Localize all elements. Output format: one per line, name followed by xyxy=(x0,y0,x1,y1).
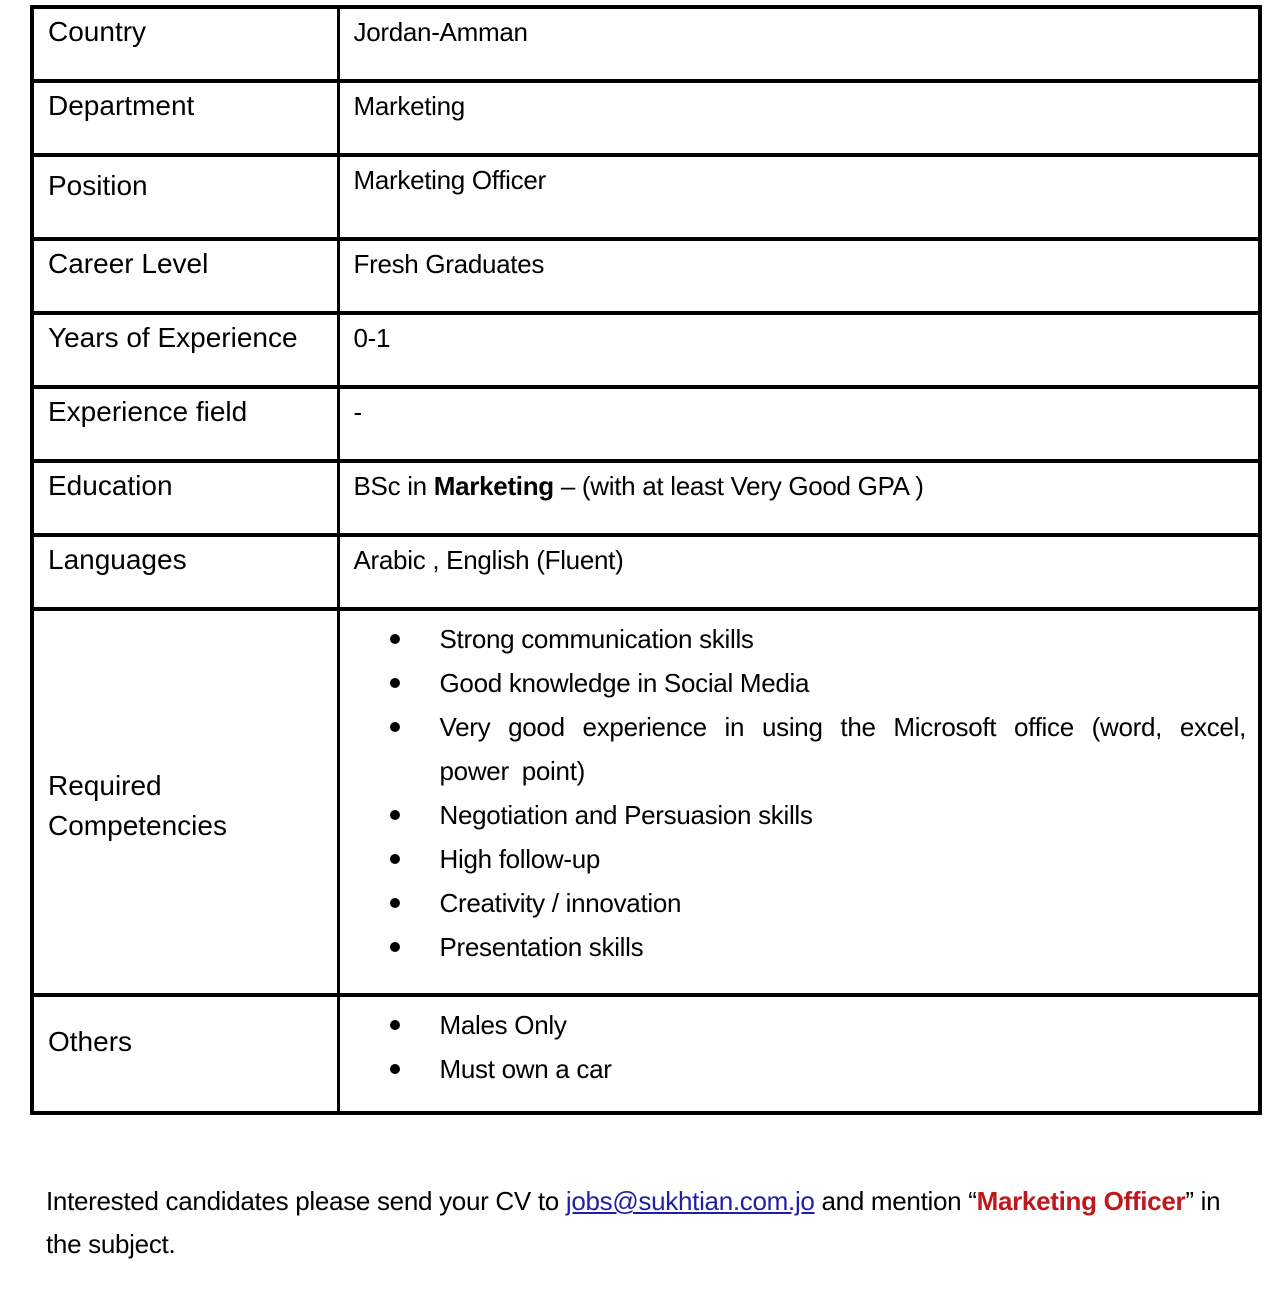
table-row-education xyxy=(32,461,1260,535)
table-row-years-of-experience xyxy=(32,313,1260,387)
instructions-text-start: Interested candidates please send your CV to xyxy=(46,1186,566,1216)
bullet-icon xyxy=(390,854,400,864)
row-value xyxy=(338,995,1260,1113)
table-row-position xyxy=(32,155,1260,239)
row-label: Career Level xyxy=(32,239,338,313)
others-list xyxy=(340,1003,1259,1091)
table-row-competencies xyxy=(32,609,1260,995)
row-value: Marketing Officer xyxy=(338,155,1260,239)
row-label: Position xyxy=(32,155,338,239)
row-value: 0-1 xyxy=(338,313,1260,387)
competencies-label-line1: Required xyxy=(48,770,162,801)
row-label: Country xyxy=(32,7,338,81)
row-value: Marketing xyxy=(338,81,1260,155)
list-item: Creativity / innovation xyxy=(340,881,1259,925)
list-item: Good knowledge in Social Media xyxy=(340,661,1259,705)
list-item: High follow-up xyxy=(340,837,1259,881)
email-link[interactable]: jobs@sukhtian.com.jo xyxy=(565,1186,815,1216)
bullet-icon xyxy=(390,1020,400,1030)
row-value xyxy=(338,609,1260,995)
list-item: Strong communication skills xyxy=(340,617,1259,661)
bullet-icon xyxy=(390,634,400,644)
list-item: Males Only xyxy=(340,1003,1259,1047)
education-suffix: – (with at least Very Good GPA ) xyxy=(553,471,924,501)
bullet-icon xyxy=(390,678,400,688)
row-value xyxy=(338,461,1260,535)
education-major: Marketing xyxy=(433,471,554,501)
row-value: Jordan-Amman xyxy=(338,7,1260,81)
table-row-others xyxy=(32,995,1260,1113)
row-label: Years of Experience xyxy=(32,313,338,387)
bullet-icon xyxy=(390,722,400,732)
row-label: Department xyxy=(32,81,338,155)
list-item: Very good experience in using the Microsoft office (word, excel, power point) xyxy=(340,705,1259,793)
table-row-department xyxy=(32,81,1260,155)
row-label: Others xyxy=(32,995,338,1113)
row-label: Experience field xyxy=(32,387,338,461)
table-row-career-level xyxy=(32,239,1260,313)
row-value: Fresh Graduates xyxy=(338,239,1260,313)
table-row-country xyxy=(32,7,1260,81)
bullet-icon xyxy=(390,1064,400,1074)
competencies-list xyxy=(340,617,1259,969)
row-value: Arabic , English (Fluent) xyxy=(338,535,1260,609)
list-item: Negotiation and Persuasion skills xyxy=(340,793,1259,837)
row-value: - xyxy=(338,387,1260,461)
bullet-icon xyxy=(390,942,400,952)
table-row-languages xyxy=(32,535,1260,609)
table-row-experience-field xyxy=(32,387,1260,461)
list-item: Must own a car xyxy=(340,1047,1259,1091)
bullet-icon xyxy=(390,810,400,820)
education-prefix: BSc in xyxy=(353,471,434,501)
subject-highlight: Marketing Officer xyxy=(976,1186,1186,1216)
row-label: Languages xyxy=(32,535,338,609)
bullet-icon xyxy=(390,898,400,908)
application-instructions xyxy=(46,1180,1226,1266)
row-label: Education xyxy=(32,461,338,535)
list-item: Presentation skills xyxy=(340,925,1259,969)
competencies-label-line2: Competencies xyxy=(48,810,227,841)
instructions-text-middle: and mention “ xyxy=(814,1186,977,1216)
job-details-table xyxy=(30,5,1262,1115)
instructions-text-end: ” in the subject. xyxy=(46,1186,1221,1259)
row-label xyxy=(32,609,338,995)
